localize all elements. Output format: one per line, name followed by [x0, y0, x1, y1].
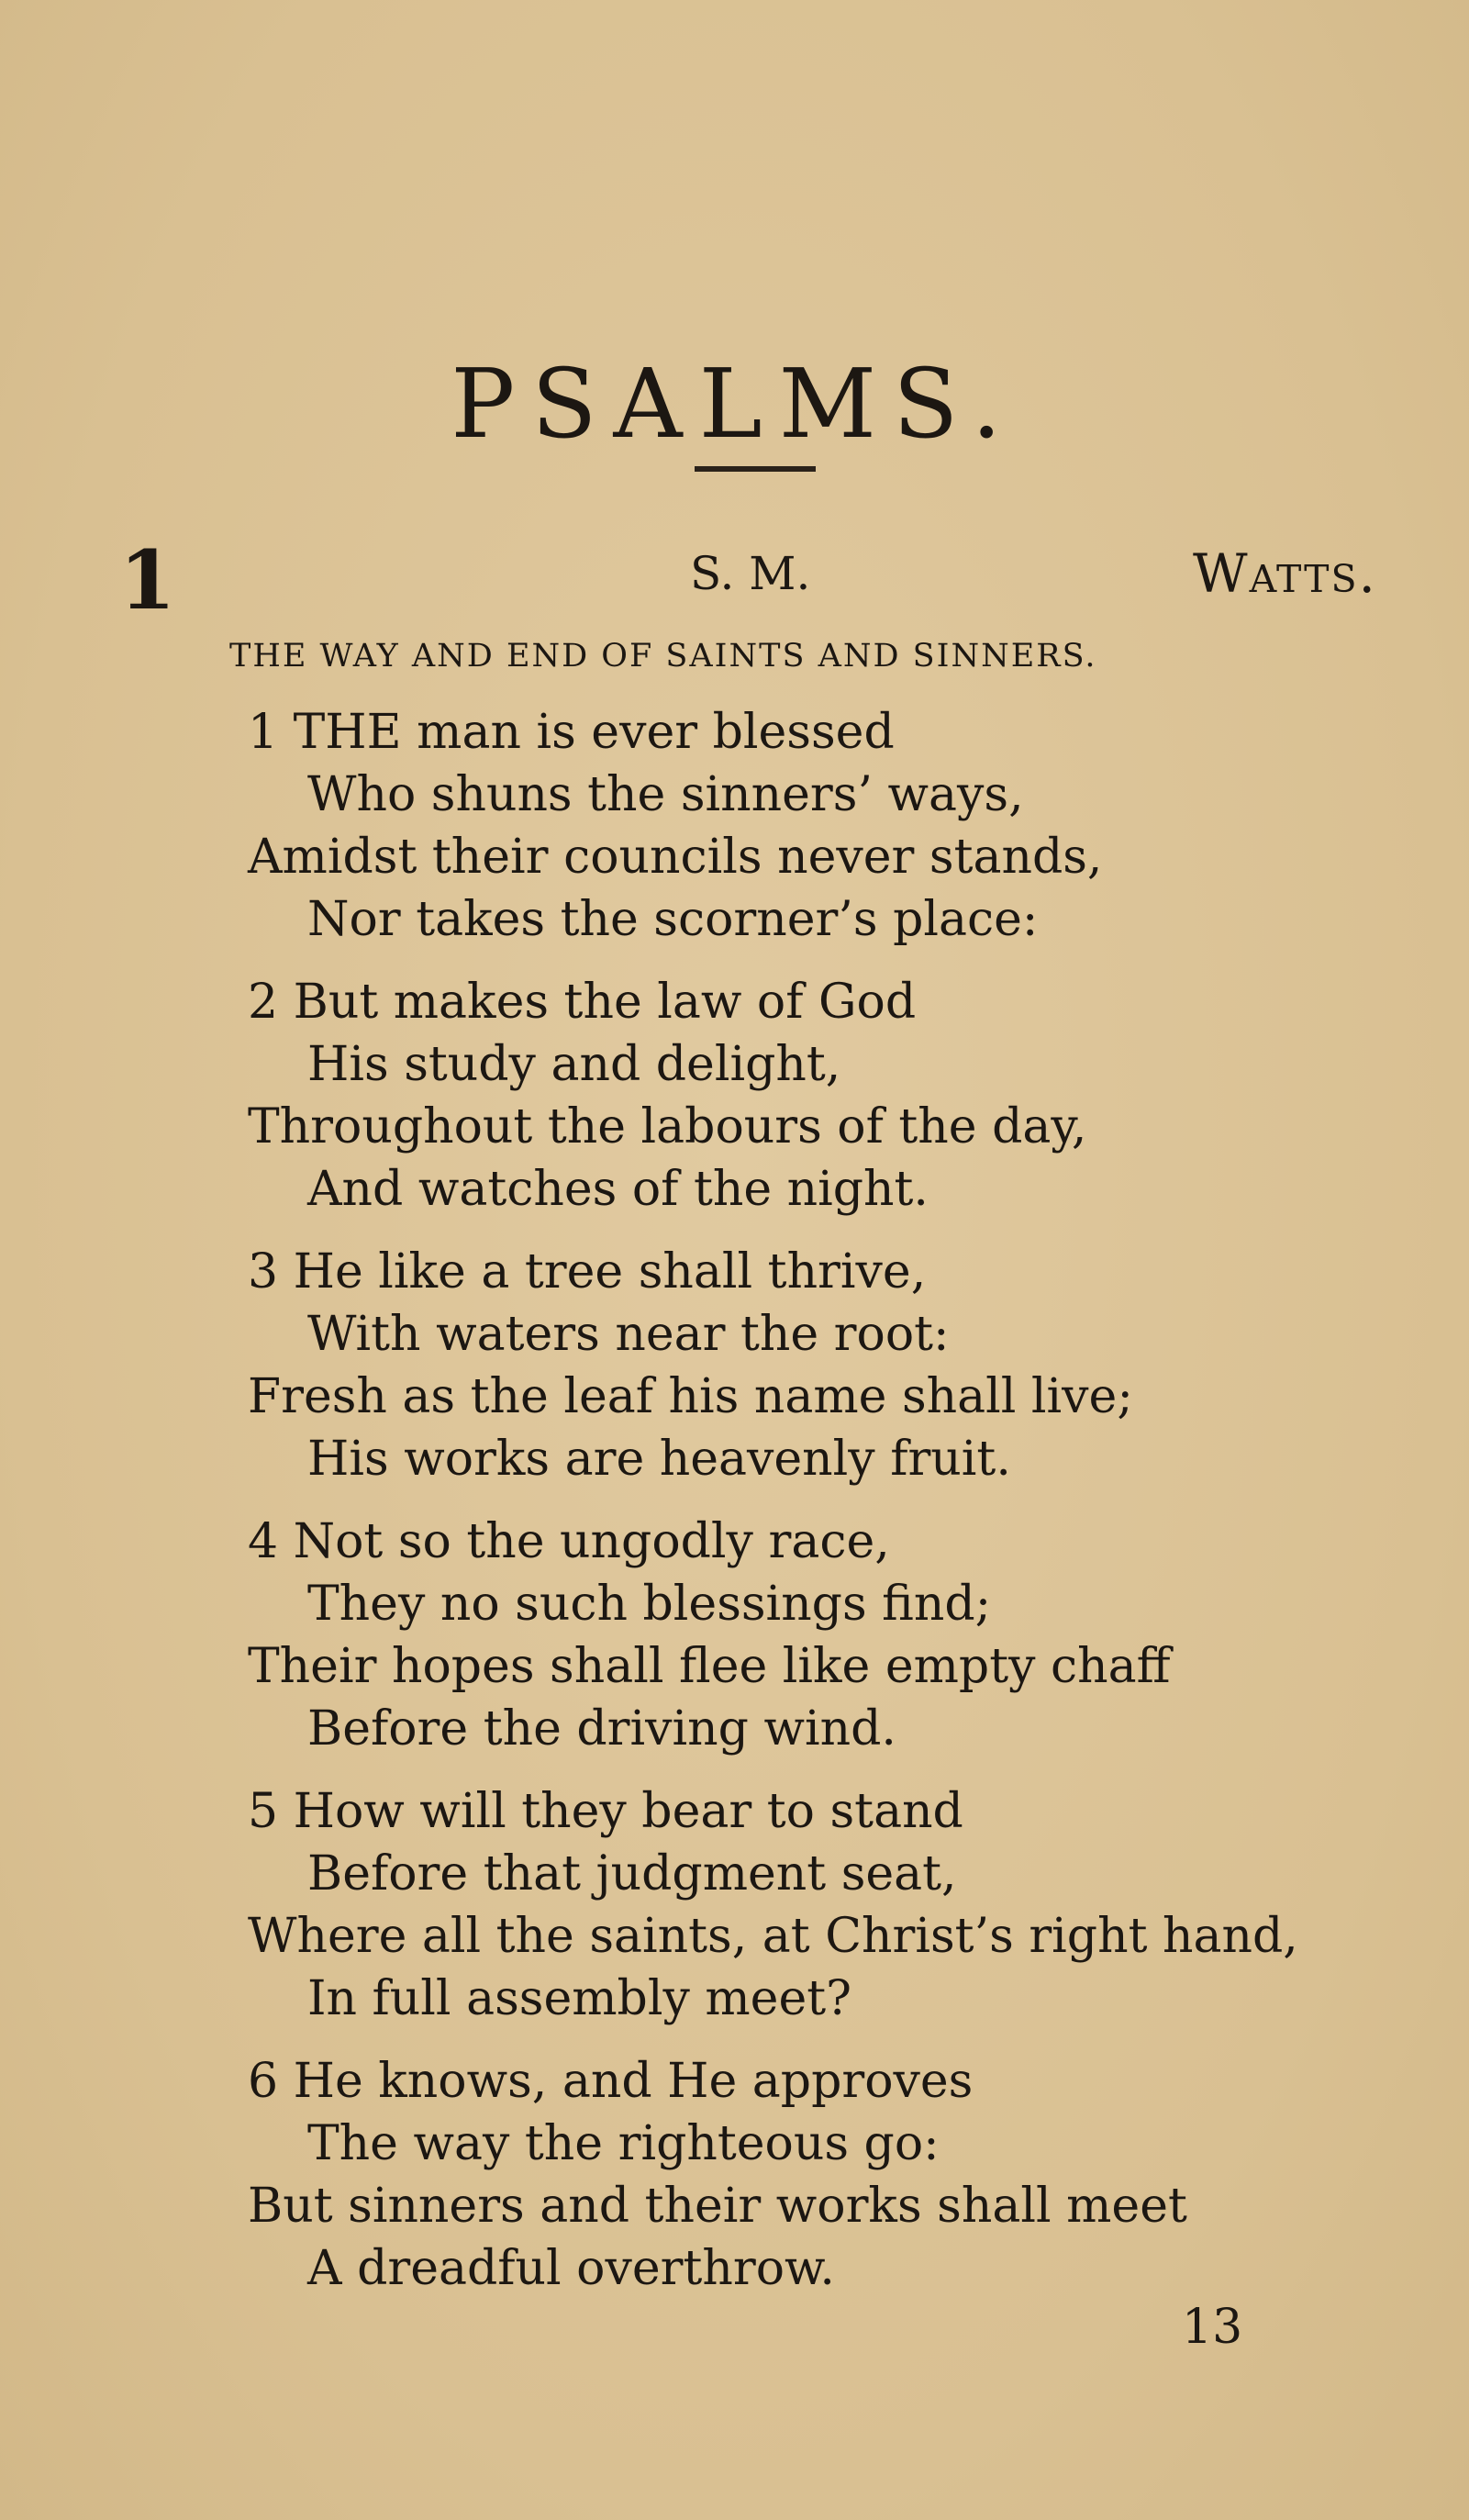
stanza-line: Fresh as the leaf his name shall live; [248, 1369, 1133, 1424]
stanza-line: Amidst their councils never stands, [248, 830, 1103, 885]
stanza-line: With waters near the root: [307, 1307, 950, 1362]
page-number: 13 [1182, 2300, 1243, 2355]
stanza-line: 4 Not so the ungodly race, [248, 1514, 890, 1569]
stanza-line: A dreadful overthrow. [307, 2241, 835, 2296]
stanza-line: Their hopes shall flee like empty chaff [248, 1639, 1171, 1694]
page-heading: PSALMS. [451, 347, 1018, 460]
stanza-line: Nor takes the scorner’s place: [307, 892, 1039, 947]
stanza-line: Who shuns the sinners’ ways, [307, 767, 1024, 822]
stanza-line: They no such blessings find; [307, 1577, 992, 1632]
stanza-line: The way the righteous go: [307, 2116, 940, 2171]
hymn-subtitle: THE WAY AND END OF SAINTS AND SINNERS. [229, 638, 1097, 675]
stanza-line: Before that judgment seat, [307, 1846, 957, 1901]
stanza-line: His works are heavenly fruit. [307, 1432, 1011, 1487]
stanza-line: Throughout the labours of the day, [248, 1099, 1087, 1154]
stanza-line: Where all the saints, at Christ’s right hand, [248, 1909, 1298, 1964]
stanza-line: 3 He like a tree shall thrive, [248, 1244, 927, 1299]
stanza-line: 5 How will they bear to stand [248, 1784, 963, 1839]
hymn-number: 1 [119, 532, 176, 628]
stanza-line: His study and delight, [307, 1037, 841, 1092]
heading-rule [695, 466, 816, 472]
stanza-line: 2 But makes the law of God [248, 975, 917, 1030]
stanza-line: 1 THE man is ever blessed [248, 705, 895, 760]
stanza-line: 6 He knows, and He approves [248, 2054, 974, 2109]
hymn-author: Watts. [1193, 542, 1377, 605]
stanza-line: And watches of the night. [307, 1162, 929, 1217]
stanza-line: Before the driving wind. [307, 1701, 896, 1756]
stanza-line: But sinners and their works shall meet [248, 2179, 1187, 2234]
stanza-line: In full assembly meet? [307, 1971, 851, 2026]
hymn-meter: S. M. [690, 547, 811, 600]
